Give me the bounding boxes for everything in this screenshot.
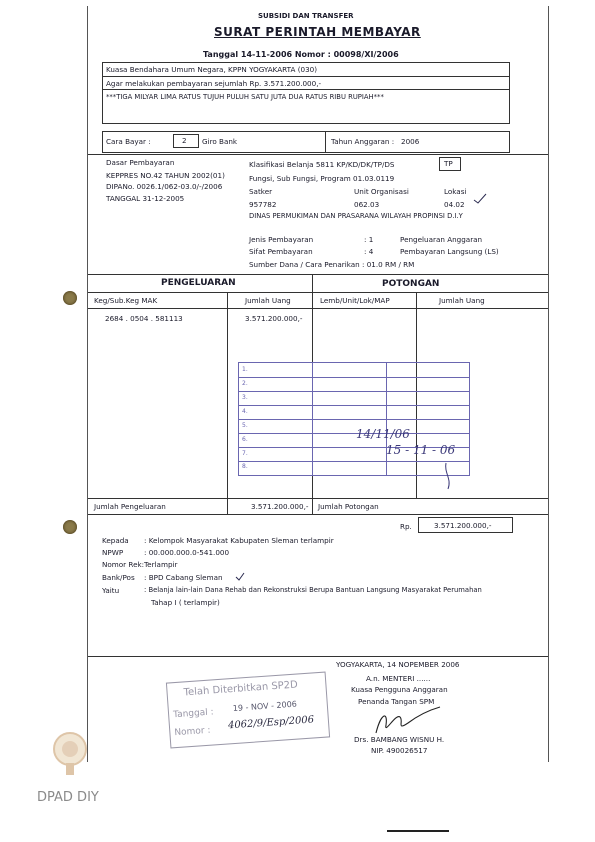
pengeluaran-title: PENGELUARAN (161, 278, 236, 288)
dasar-label: Dasar Pembayaran (106, 158, 175, 167)
an-menteri: A.n. MENTERI ...... (366, 674, 431, 683)
agar-pembayaran: Agar melakukan pembayaran sejumlah Rp. 3.571.200.000,- (106, 79, 322, 88)
cara-bayar-label: Cara Bayar : (106, 137, 151, 146)
stamp-row-number: 3. (242, 394, 248, 401)
kuasa-bendahara: Kuasa Bendahara Umum Negara, KPPN YOGYAKARTA (030) (106, 65, 318, 74)
signature-icon (366, 703, 446, 739)
divider (88, 498, 548, 499)
stamp-row-number: 1. (242, 366, 248, 373)
col-lemb-header: Lemb/Unit/Lok/MAP (320, 296, 390, 305)
signatory-name: Drs. BAMBANG WISNU H. (354, 735, 445, 744)
divider (102, 89, 509, 90)
divider (239, 405, 469, 406)
table-row-code: 2684 . 0504 . 581113 (105, 314, 183, 323)
spm-document (87, 6, 549, 762)
lokasi-label: Lokasi (444, 187, 467, 196)
col-keg-header: Keg/Sub.Keg MAK (94, 296, 158, 305)
dasar-line3: TANGGAL 31-12-2005 (106, 194, 185, 203)
signatory-nip: NIP. 490026517 (371, 746, 428, 755)
document-title: SURAT PERINTAH MEMBAYAR (214, 25, 421, 39)
divider (102, 76, 509, 77)
divider (325, 131, 326, 152)
punch-hole (63, 520, 77, 534)
scan-line (387, 830, 449, 832)
cara-bayar-code: 2 (182, 136, 187, 145)
stamp-tanggal-label: Tanggal : (172, 707, 214, 721)
tp-box-label: TP (444, 159, 453, 168)
col-divider (227, 292, 228, 514)
sifat-pembayaran-code: : 4 (364, 247, 374, 256)
stamp-title: Telah Diterbitkan SP2D (183, 679, 299, 699)
kuasa-pengguna: Kuasa Pengguna Anggaran (351, 685, 448, 694)
stamp-nomor-label: Nomor : (174, 725, 211, 739)
divider (88, 292, 548, 293)
punch-hole (63, 291, 77, 305)
jenis-pembayaran-code: : 1 (364, 235, 374, 244)
table-row-amount: 3.571.200.000,- (245, 314, 303, 323)
divider (88, 154, 548, 155)
klasifikasi-belanja: Klasifikasi Belanja 5811 KP/KD/DK/TP/DS (249, 160, 395, 169)
divider (239, 461, 469, 462)
lokasi-value: 04.02 (444, 200, 465, 209)
kepada-value: : Kelompok Masyarakat Kabupaten Sleman terlampir (144, 536, 334, 545)
fungsi-program: Fungsi, Sub Fungsi, Program 01.03.0119 (249, 174, 395, 183)
check-mark-icon (235, 572, 245, 582)
stamp-row-number: 6. (242, 436, 248, 443)
stamp-nomor-value: 4062/9/Esp/2006 (227, 714, 315, 732)
yaitu-value-line1: : Belanja lain-lain Dana Rehab dan Rekonstruksi Berupa Bantuan Langsung Masyarakat Perumahan (144, 586, 482, 594)
divider (88, 274, 548, 275)
tahun-anggaran-value: 2006 (401, 137, 420, 146)
penanda-tangan: Penanda Tangan SPM (358, 697, 435, 706)
divider (88, 656, 548, 657)
bank-label: Bank/Pos (102, 573, 135, 582)
divider (239, 433, 469, 434)
stamp-tanggal-value: 19 - NOV - 2006 (232, 699, 298, 714)
jumlah-pengeluaran-label: Jumlah Pengeluaran (94, 502, 166, 511)
sifat-pembayaran-label: Sifat Pembayaran (249, 247, 313, 256)
jenis-pembayaran-value: Pengeluaran Anggaran (400, 235, 483, 244)
npwp-label: NPWP (102, 548, 124, 557)
cara-bayar-method: Giro Bank (202, 137, 238, 146)
yaitu-label: Yaitu (102, 586, 120, 595)
cara-bayar-box (102, 131, 510, 153)
norek-label: Nomor Rek: (102, 560, 145, 569)
terbilang-text: ***TIGA MILYAR LIMA RATUS TUJUH PULUH SATU JUTA DUA RATUS RIBU RUPIAH*** (106, 93, 384, 101)
checklist-stamp (238, 362, 470, 476)
dinas-name: DINAS PERMUKIMAN DAN PRASARANA WILAYAH PROPINSI D.I.Y (249, 212, 463, 220)
date-number-line: Tanggal 14-11-2006 Nomor : 00098/XI/2006 (203, 50, 399, 59)
satker-value: 957782 (249, 200, 277, 209)
kepada-label: Kepada (102, 536, 129, 545)
regional-seal-icon (48, 727, 92, 777)
dasar-line2: DIPANo. 0026.1/062-03.0/-/2006 (106, 182, 223, 191)
divider (239, 419, 469, 420)
dasar-line1: KEPPRES NO.42 TAHUN 2002(01) (106, 171, 225, 180)
watermark-label: DPAD DIY (37, 790, 99, 805)
divider (239, 391, 469, 392)
norek-value: Terlampir (144, 560, 178, 569)
sp2d-issued-stamp (166, 671, 330, 748)
stamp-row-number: 7. (242, 450, 248, 457)
col-jumlah2-header: Jumlah Uang (439, 296, 485, 305)
handwritten-date-1: 14/11/06 (356, 427, 410, 441)
jumlah-potongan-label: Jumlah Potongan (318, 502, 379, 511)
total-value: 3.571.200.000,- (434, 521, 492, 530)
npwp-value: : 00.000.000.0-541.000 (144, 548, 230, 557)
jenis-pembayaran-label: Jenis Pembayaran (249, 235, 314, 244)
bank-value: : BPD Cabang Sleman (144, 573, 223, 582)
stamp-row-number: 4. (242, 408, 248, 415)
unit-organisasi-value: 062.03 (354, 200, 380, 209)
divider (239, 377, 469, 378)
stamp-row-number: 5. (242, 422, 248, 429)
yaitu-value-line2: Tahap I ( terlampir) (151, 598, 220, 607)
check-mark-icon (473, 193, 487, 205)
potongan-title: POTONGAN (382, 279, 440, 289)
unit-organisasi-label: Unit Organisasi (354, 187, 409, 196)
scribble-mark-icon (440, 461, 460, 491)
document-subtitle: SUBSIDI DAN TRANSFER (258, 12, 354, 20)
handwritten-date-2: 15 - 11 - 06 (386, 443, 456, 457)
satker-label: Satker (249, 187, 273, 196)
tahun-anggaran-label: Tahun Anggaran : (331, 137, 395, 146)
divider (88, 514, 548, 515)
sifat-pembayaran-value: Pembayaran Langsung (LS) (400, 247, 499, 256)
rp-label: Rp. (400, 522, 412, 531)
sumber-dana: Sumber Dana / Cara Penarikan : 01.0 RM / RM (249, 260, 415, 269)
divider (88, 308, 548, 309)
place-date: YOGYAKARTA, 14 NOPEMBER 2006 (336, 660, 460, 669)
col-jumlah-header: Jumlah Uang (245, 296, 291, 305)
jumlah-pengeluaran-value: 3.571.200.000,- (251, 502, 309, 511)
stamp-row-number: 2. (242, 380, 248, 387)
stamp-row-number: 8. (242, 463, 248, 470)
